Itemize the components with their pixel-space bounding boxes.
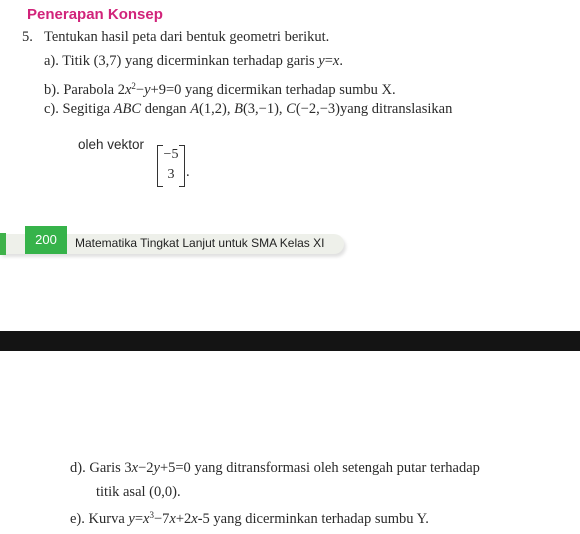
translation-vector-matrix [157, 145, 185, 187]
page-divider-bar [0, 331, 580, 351]
item-b-text: Parabola $2x^2-y+9=0$ yang dicermikan terhadap sumbu X. [63, 81, 396, 98]
item-d-label: d). [70, 460, 86, 476]
question-number: 5. [22, 29, 33, 45]
item-a-label: a). [44, 53, 59, 69]
matrix-bottom-value: 3 [167, 167, 175, 182]
item-d [70, 459, 480, 477]
section-title: Penerapan Konsep [27, 6, 163, 23]
item-a [44, 52, 343, 70]
footer-accent [0, 233, 6, 255]
item-c [44, 100, 452, 118]
item-e [70, 506, 429, 528]
matrix-top-value: −5 [163, 147, 179, 162]
item-e-label: e). [70, 511, 85, 527]
item-c-vector-label: oleh vektor [78, 137, 145, 152]
question-intro: Tentukan hasil peta dari bentuk geometri berikut. [44, 29, 330, 45]
item-c-label: c). [44, 101, 59, 117]
item-b [44, 77, 396, 99]
item-b-label: b). [44, 82, 60, 98]
item-e-text: Kurva $y=x^3-7x+2x-5$ yang dicerminkan terhadap sumbu Y. [88, 510, 429, 527]
item-d-line2: titik asal (0,0). [96, 484, 181, 500]
item-c-period: . [186, 164, 190, 180]
item-d-text: Garis 3x−2y+5=0 yang ditransformasi oleh setengah putar terhadap [89, 460, 480, 476]
item-c-text: Segitiga ABC dengan A(1,2), B(3,−1), C(−2,−3)yang ditranslasikan [62, 101, 453, 117]
page-number-badge: 200 [25, 226, 67, 254]
item-a-text: Titik (3,7) yang dicerminkan terhadap garis y=x. [62, 53, 343, 69]
book-title: Matematika Tingkat Lanjut untuk SMA Kelas XI [75, 236, 325, 250]
